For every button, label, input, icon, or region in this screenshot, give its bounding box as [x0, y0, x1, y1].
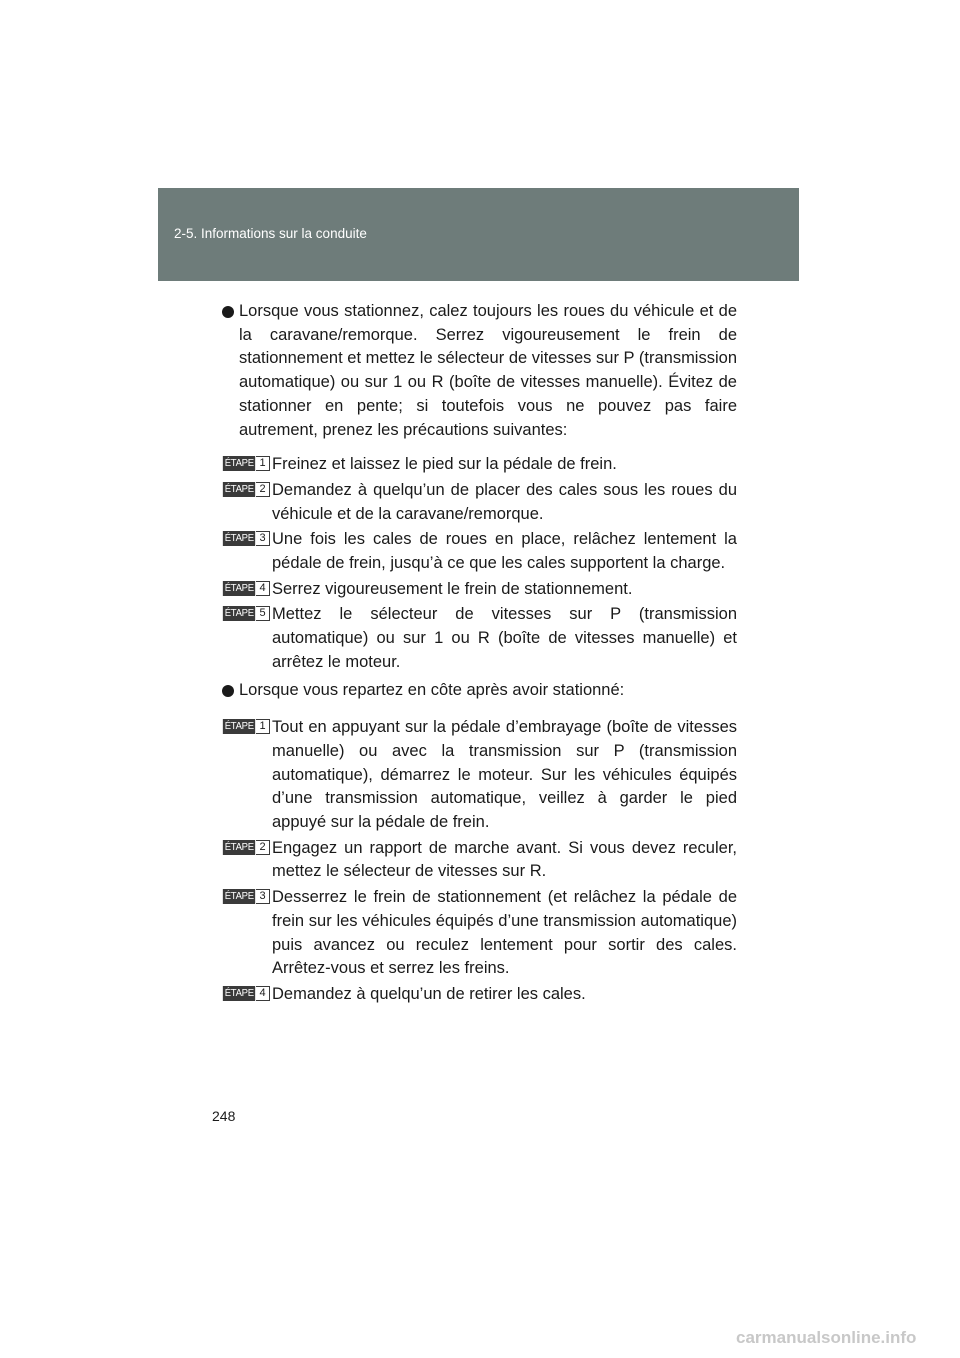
- step-item: [222, 886, 737, 981]
- step-number: 5: [256, 606, 270, 621]
- step-text: Mettez le sélecteur de vitesses sur P (transmission automatique) ou sur 1 ou R (boîte de vitesses manuelle) et arrêtez le moteur.: [272, 605, 737, 671]
- step-text: Serrez vigoureusement le frein de stationnement.: [272, 579, 633, 598]
- step-label: ÉTAPE: [224, 721, 254, 733]
- step-badge-icon: [222, 840, 270, 855]
- step-badge-icon: [222, 889, 270, 904]
- step-badge-icon: [222, 986, 270, 1001]
- step-item: [222, 983, 737, 1007]
- step-number: 2: [256, 840, 270, 855]
- step-badge-icon: [222, 531, 270, 546]
- step-text: Tout en appuyant sur la pédale d’embrayage (boîte de vitesses manuelle) ou avec la transmission sur P (transmission automatique), démarrez le moteur. Sur les véhicules équipés d’une transmission automatique, veillez à garder le pied appuyé sur la pédale de frein.: [272, 718, 737, 832]
- step-label: ÉTAPE: [224, 987, 254, 999]
- step-label: ÉTAPE: [224, 533, 254, 545]
- step-badge-icon: [222, 719, 270, 734]
- step-text: Freinez et laissez le pied sur la pédale de frein.: [272, 455, 617, 474]
- watermark: carmanualsonline.info: [736, 1328, 917, 1347]
- step-text: Demandez à quelqu’un de retirer les cales.: [272, 984, 586, 1003]
- step-label: ÉTAPE: [224, 841, 254, 853]
- section-title: 2-5. Informations sur la conduite: [174, 226, 367, 241]
- step-text: Une fois les cales de roues en place, relâchez lentement la pédale de frein, jusqu’à ce que les cales supportent la charge.: [272, 530, 737, 573]
- bullet-text: Lorsque vous repartez en côte après avoir stationné:: [239, 680, 625, 699]
- bullet-text: Lorsque vous stationnez, calez toujours les roues du véhicule et de la caravane/remorque. Serrez vigoureusement le frein de stationnement et mettez le sélecteur de vitesses sur P (transmission automatique) ou sur 1 ou R (boîte de vitesses manuelle). Évitez de stationner en pente; si toutefois vous ne pouvez pas faire autrement, prenez les précautions suivantes:: [239, 302, 737, 439]
- step-text: Engagez un rapport de marche avant. Si vous devez reculer, mettez le sélecteur de vitesses sur R.: [272, 838, 737, 881]
- step-badge-icon: [222, 581, 270, 596]
- bullet-restart: [222, 679, 737, 703]
- section-header-band: [158, 188, 799, 281]
- step-number: 3: [256, 889, 270, 904]
- bullet-dot-icon: [222, 685, 234, 697]
- step-item: [222, 528, 737, 575]
- step-item: [222, 578, 737, 602]
- step-item: [222, 837, 737, 884]
- step-badge-icon: [222, 482, 270, 497]
- bullet-parking: [222, 300, 737, 442]
- step-item: [222, 479, 737, 526]
- steps-restart-list: [222, 716, 737, 1006]
- step-label: ÉTAPE: [224, 458, 254, 470]
- step-number: 1: [256, 456, 270, 471]
- step-item: [222, 716, 737, 835]
- step-item: [222, 453, 737, 477]
- step-label: ÉTAPE: [224, 483, 254, 495]
- page-content: [222, 300, 737, 1009]
- step-badge-icon: [222, 606, 270, 621]
- step-text: Demandez à quelqu’un de placer des cales sous les roues du véhicule et de la caravane/remorque.: [272, 480, 737, 523]
- steps-parking-list: [222, 453, 737, 674]
- step-number: 3: [256, 531, 270, 546]
- step-text: Desserrez le frein de stationnement (et relâchez la pédale de frein sur les véhicules équipés d’une transmission automatique) puis avancez ou reculez lentement pour sortir des cales. Arrêtez-vous et serrez les freins.: [272, 888, 737, 978]
- step-number: 4: [256, 581, 270, 596]
- step-number: 1: [256, 719, 270, 734]
- step-number: 4: [256, 986, 270, 1001]
- step-label: ÉTAPE: [224, 608, 254, 620]
- step-label: ÉTAPE: [224, 582, 254, 594]
- page-number: 248: [212, 1108, 236, 1124]
- step-badge-icon: [222, 456, 270, 471]
- bullet-dot-icon: [222, 306, 234, 318]
- step-label: ÉTAPE: [224, 891, 254, 903]
- step-item: [222, 603, 737, 674]
- step-number: 2: [256, 482, 270, 497]
